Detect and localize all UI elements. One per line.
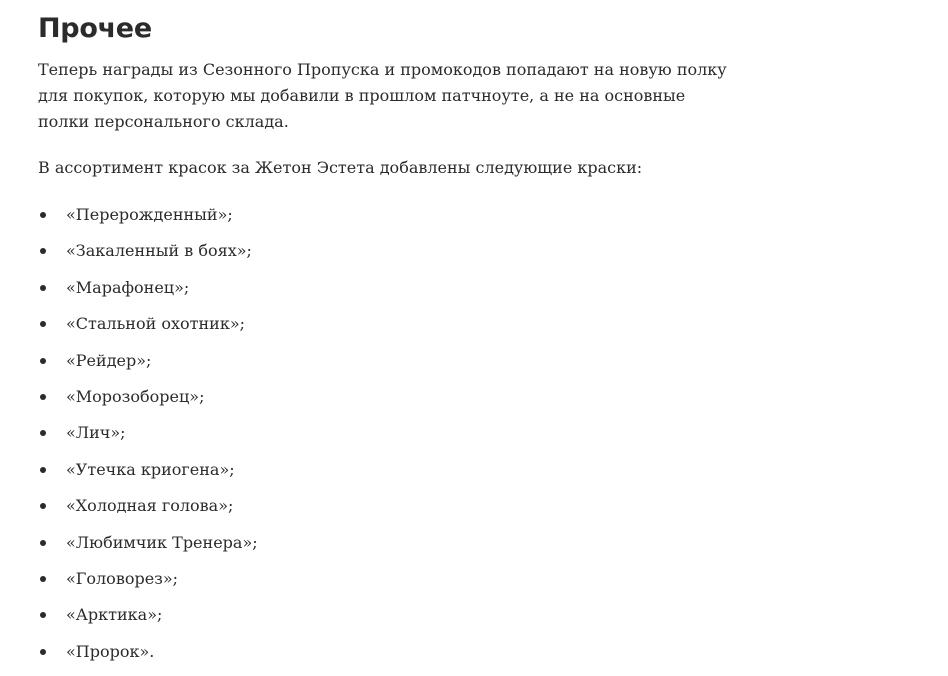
- list-item: [38, 420, 718, 456]
- list-item: [38, 639, 718, 675]
- list-item-text: «Головорез»;: [66, 568, 179, 588]
- paints-intro-paragraph: В ассортимент красок за Жетон Эстета добавлены следующие краски:: [38, 158, 643, 177]
- intro-paragraph-line: Теперь награды из Сезонного Пропуска и промокодов попадают на новую полку: [38, 60, 727, 79]
- bullet-icon: [40, 540, 46, 546]
- list-item: [38, 348, 718, 384]
- bullet-icon: [40, 358, 46, 364]
- list-item-text: «Пророк».: [66, 641, 155, 661]
- bullet-icon: [40, 321, 46, 327]
- list-item-text: «Рейдер»;: [66, 350, 152, 370]
- list-item: [38, 238, 718, 274]
- list-item: [38, 457, 718, 493]
- list-item: [38, 566, 718, 602]
- bullet-icon: [40, 430, 46, 436]
- list-item: [38, 275, 718, 311]
- list-item: [38, 384, 718, 420]
- intro-paragraph: [38, 57, 727, 135]
- section-heading: Прочее: [38, 13, 152, 44]
- bullet-icon: [40, 248, 46, 254]
- list-item-text: «Закаленный в боях»;: [66, 241, 252, 261]
- list-item-text: «Лич»;: [66, 423, 126, 443]
- list-item-text: «Морозоборец»;: [66, 386, 205, 406]
- list-item: [38, 530, 718, 566]
- list-item: [38, 311, 718, 347]
- bullet-icon: [40, 503, 46, 509]
- list-item: [38, 493, 718, 529]
- list-item-text: «Арктика»;: [66, 605, 163, 625]
- list-item-text: «Стальной охотник»;: [66, 314, 245, 334]
- bullet-icon: [40, 576, 46, 582]
- list-item: [38, 202, 718, 238]
- paints-list: [38, 202, 718, 675]
- list-item-text: «Холодная голова»;: [66, 496, 234, 516]
- intro-paragraph-line: полки персонального склада.: [38, 112, 289, 131]
- list-item-text: «Любимчик Тренера»;: [66, 532, 258, 552]
- bullet-icon: [40, 649, 46, 655]
- list-item-text: «Перерожденный»;: [66, 205, 233, 224]
- bullet-icon: [40, 394, 46, 400]
- bullet-icon: [40, 212, 46, 218]
- bullet-icon: [40, 612, 46, 618]
- bullet-icon: [40, 467, 46, 473]
- list-item-text: «Марафонец»;: [66, 277, 190, 297]
- intro-paragraph-line: для покупок, которую мы добавили в прошлом патчноуте, а не на основные: [38, 86, 686, 105]
- list-item-text: «Утечка криогена»;: [66, 459, 235, 479]
- list-item: [38, 602, 718, 638]
- bullet-icon: [40, 285, 46, 291]
